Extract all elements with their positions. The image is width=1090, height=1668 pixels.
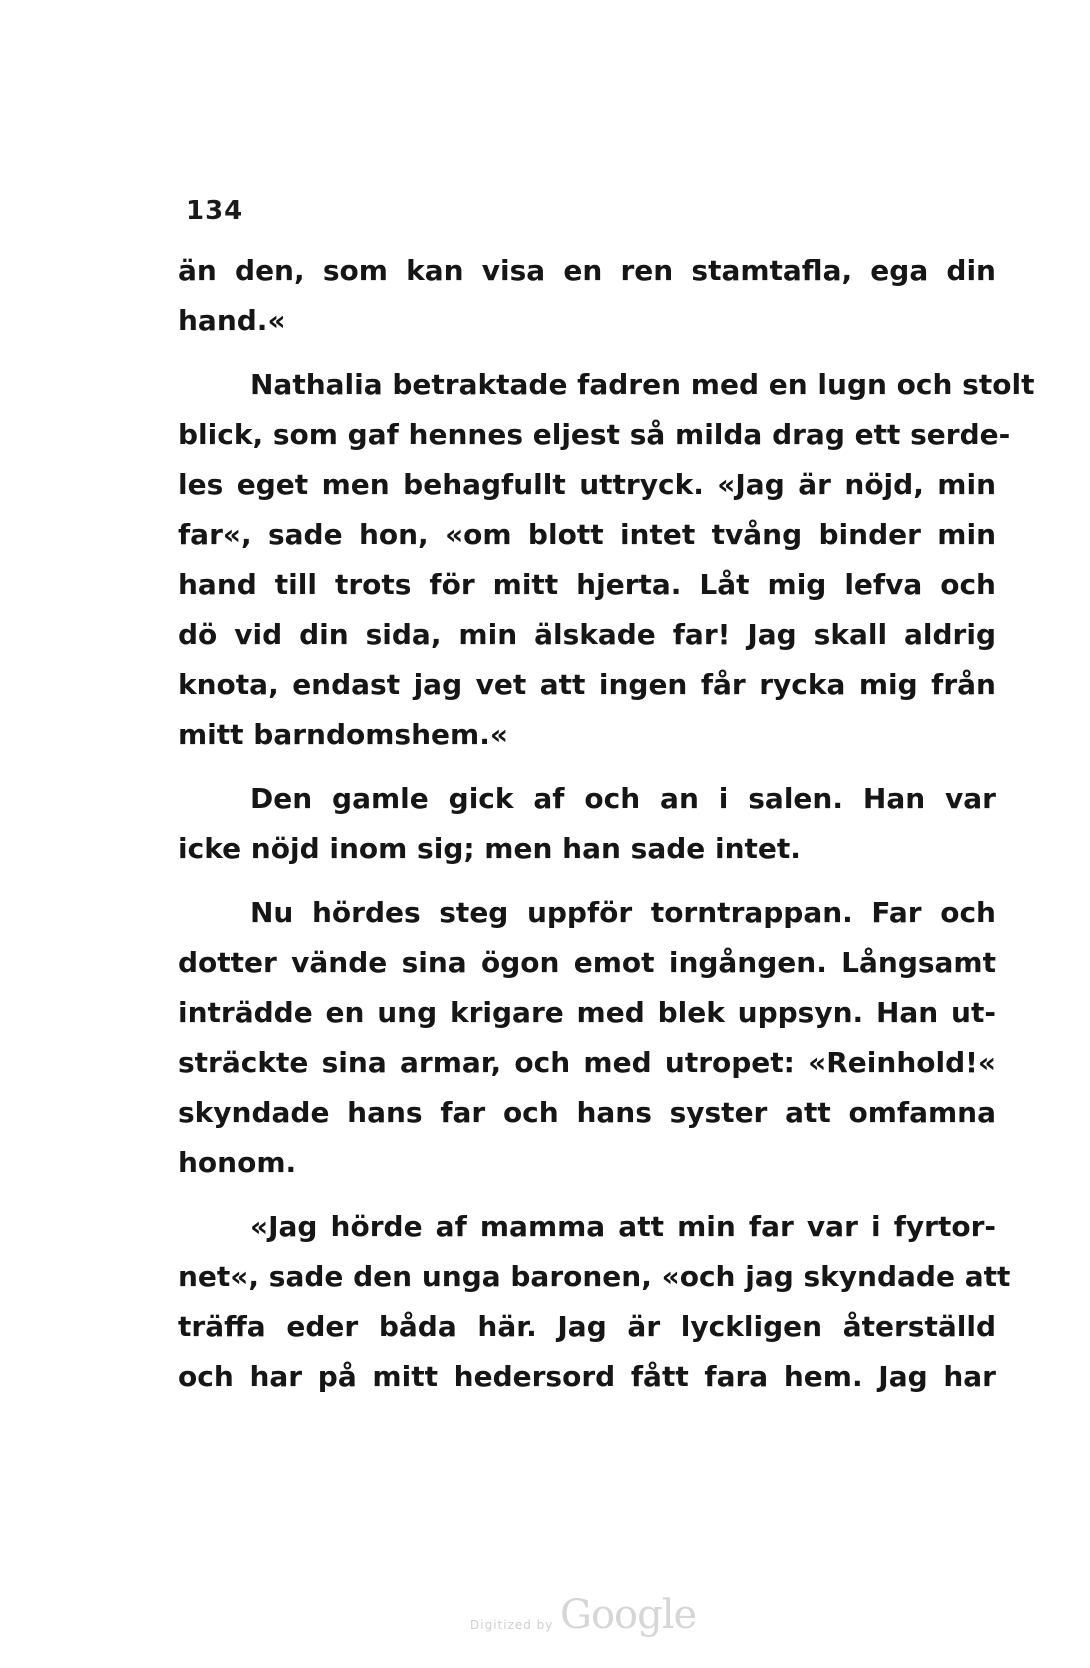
text-line: honom. [178, 1146, 297, 1179]
watermark-prefix: Digitized by [470, 1618, 554, 1632]
text-line: än den, som kan visa en ren stamtafla, ega din [178, 254, 996, 287]
text-line: sträckte sina armar, och med utropet: «Reinhold!« [178, 1046, 996, 1079]
google-logo: Google [560, 1592, 697, 1638]
text-line: «Jag hörde af mamma att min far var i fyrtor- [250, 1210, 996, 1243]
page-number: 134 [186, 196, 244, 226]
text-line: knota, endast jag vet att ingen får rycka mig från [178, 668, 996, 701]
text-line: Den gamle gick af och an i salen. Han var [250, 782, 996, 815]
text-line: inträdde en ung krigare med blek uppsyn. Han ut- [178, 996, 996, 1029]
text-line: träffa eder båda här. Jag är lyckligen återställd [178, 1310, 996, 1343]
text-line: dotter vände sina ögon emot ingången. Långsamt [178, 946, 996, 979]
text-line: net«, sade den unga baronen, «och jag skyndade att [178, 1260, 1011, 1293]
digitized-watermark [470, 1588, 700, 1638]
text-line: hand till trots för mitt hjerta. Låt mig lefva och [178, 568, 996, 601]
text-line: skyndade hans far och hans syster att omfamna [178, 1096, 996, 1129]
text-line: blick, som gaf hennes eljest så milda drag ett serde- [178, 418, 1011, 451]
text-line: mitt barndomshem.« [178, 718, 508, 751]
text-line: Nathalia betraktade fadren med en lugn och stolt [250, 368, 1035, 401]
text-line: och har på mitt hedersord fått fara hem. Jag har [178, 1360, 996, 1393]
text-line: Nu hördes steg uppför torntrappan. Far och [250, 896, 996, 929]
text-line: hand.« [178, 304, 286, 337]
text-line: far«, sade hon, «om blott intet tvång binder min [178, 518, 996, 551]
body-text [178, 246, 1035, 1402]
text-line: dö vid din sida, min älskade far! Jag skall aldrig [178, 618, 996, 651]
text-line: icke nöjd inom sig; men han sade intet. [178, 832, 801, 865]
text-line: les eget men behagfullt uttryck. «Jag är nöjd, min [178, 468, 996, 501]
